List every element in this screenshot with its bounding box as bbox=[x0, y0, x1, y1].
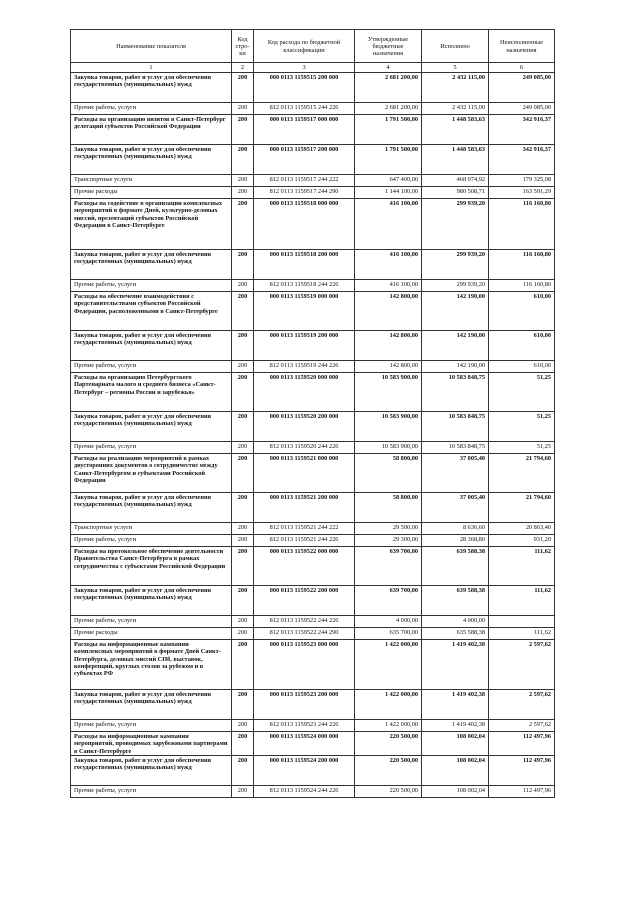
row-name: Расходы на организацию Петербургского Партенариата малого и среднего бизнеса «Санкт-Петербург – регионы России и зарубежья» bbox=[71, 373, 232, 412]
table-body bbox=[71, 73, 555, 798]
row-unexecuted: 112 497,96 bbox=[489, 755, 555, 785]
row-expense-code: 000 0113 1159520 000 000 bbox=[254, 373, 355, 412]
row-name: Прочие работы, услуги bbox=[71, 103, 232, 115]
row-unexecuted: 51,25 bbox=[489, 442, 555, 454]
row-executed: 28 368,80 bbox=[422, 535, 489, 547]
row-name: Прочие работы, услуги bbox=[71, 785, 232, 797]
row-approved: 2 681 200,00 bbox=[355, 73, 422, 103]
table-row bbox=[71, 373, 555, 412]
row-approved: 4 000,00 bbox=[355, 616, 422, 628]
row-line-code: 200 bbox=[232, 145, 254, 175]
row-line-code: 200 bbox=[232, 412, 254, 442]
row-line-code: 200 bbox=[232, 175, 254, 187]
row-unexecuted: 116 160,80 bbox=[489, 280, 555, 292]
row-expense-code: 000 0113 1159524 000 000 bbox=[254, 732, 355, 756]
row-unexecuted: 179 325,08 bbox=[489, 175, 555, 187]
row-name: Прочие работы, услуги bbox=[71, 280, 232, 292]
row-line-code: 200 bbox=[232, 331, 254, 361]
table-row bbox=[71, 586, 555, 616]
row-expense-code: 000 0113 1159518 200 000 bbox=[254, 250, 355, 280]
row-expense-code: 812 0113 1159515 244 226 bbox=[254, 103, 355, 115]
column-number: 2 bbox=[232, 63, 254, 73]
header-line-code: Код стро-ки bbox=[232, 30, 254, 63]
row-executed: 2 432 115,00 bbox=[422, 73, 489, 103]
row-approved: 220 500,00 bbox=[355, 785, 422, 797]
row-approved: 29 300,00 bbox=[355, 535, 422, 547]
column-number: 6 bbox=[489, 63, 555, 73]
row-executed: 142 190,00 bbox=[422, 361, 489, 373]
row-executed: 10 583 848,75 bbox=[422, 412, 489, 442]
row-unexecuted: 21 794,60 bbox=[489, 493, 555, 523]
row-executed: 108 002,04 bbox=[422, 732, 489, 756]
row-name: Прочие работы, услуги bbox=[71, 535, 232, 547]
column-number-row bbox=[71, 63, 555, 73]
row-expense-code: 812 0113 1159523 244 226 bbox=[254, 720, 355, 732]
row-unexecuted: 931,20 bbox=[489, 535, 555, 547]
row-name: Расходы на протокольное обеспечение деятельности Правительства Санкт-Петербурга в рамках сотрудничества с субъектами Российской Федерации bbox=[71, 547, 232, 586]
table-row bbox=[71, 628, 555, 640]
row-approved: 58 800,00 bbox=[355, 454, 422, 493]
table-row bbox=[71, 187, 555, 199]
row-approved: 635 700,00 bbox=[355, 628, 422, 640]
row-approved: 29 500,00 bbox=[355, 523, 422, 535]
row-name: Закупка товаров, работ и услуг для обеспечения государственных (муниципальных) нужд bbox=[71, 493, 232, 523]
row-approved: 58 800,00 bbox=[355, 493, 422, 523]
table-row bbox=[71, 145, 555, 175]
row-line-code: 200 bbox=[232, 785, 254, 797]
row-executed: 10 583 848,75 bbox=[422, 373, 489, 412]
row-unexecuted: 249 085,00 bbox=[489, 73, 555, 103]
row-name: Прочие работы, услуги bbox=[71, 616, 232, 628]
row-approved: 220 500,00 bbox=[355, 732, 422, 756]
budget-execution-table bbox=[70, 29, 555, 798]
table-row bbox=[71, 547, 555, 586]
row-line-code: 200 bbox=[232, 535, 254, 547]
table-row bbox=[71, 442, 555, 454]
row-executed: 639 588,38 bbox=[422, 547, 489, 586]
row-line-code: 200 bbox=[232, 250, 254, 280]
row-approved: 416 100,00 bbox=[355, 199, 422, 250]
table-row bbox=[71, 199, 555, 250]
row-expense-code: 812 0113 1159521 244 226 bbox=[254, 535, 355, 547]
row-executed: 299 939,20 bbox=[422, 199, 489, 250]
table-row bbox=[71, 412, 555, 442]
row-executed: 639 588,38 bbox=[422, 586, 489, 616]
report-page bbox=[70, 29, 554, 798]
table-row bbox=[71, 755, 555, 785]
row-unexecuted: 2 597,62 bbox=[489, 720, 555, 732]
row-line-code: 200 bbox=[232, 720, 254, 732]
row-unexecuted: 21 794,60 bbox=[489, 454, 555, 493]
row-expense-code: 000 0113 1159518 000 000 bbox=[254, 199, 355, 250]
row-approved: 1 422 000,00 bbox=[355, 640, 422, 690]
row-name: Расходы на реализацию мероприятий в рамках двусторонних документов о сотрудничестве между Санкт-Петербургом и субъектами Российской Федерации bbox=[71, 454, 232, 493]
row-approved: 142 800,00 bbox=[355, 331, 422, 361]
row-name: Прочие работы, услуги bbox=[71, 442, 232, 454]
row-executed: 1 419 402,38 bbox=[422, 720, 489, 732]
row-unexecuted: 116 160,80 bbox=[489, 199, 555, 250]
row-name: Прочие работы, услуги bbox=[71, 361, 232, 373]
row-line-code: 200 bbox=[232, 628, 254, 640]
row-executed: 142 190,00 bbox=[422, 331, 489, 361]
row-line-code: 200 bbox=[232, 732, 254, 756]
row-unexecuted: 111,62 bbox=[489, 586, 555, 616]
row-line-code: 200 bbox=[232, 280, 254, 292]
header-approved: Утвержденные бюджетные назначения bbox=[355, 30, 422, 63]
column-number: 3 bbox=[254, 63, 355, 73]
row-unexecuted: 51,25 bbox=[489, 373, 555, 412]
row-approved: 639 700,00 bbox=[355, 547, 422, 586]
table-row bbox=[71, 250, 555, 280]
row-approved: 416 100,00 bbox=[355, 250, 422, 280]
row-executed: 108 002,04 bbox=[422, 785, 489, 797]
row-executed: 1 419 402,38 bbox=[422, 640, 489, 690]
row-expense-code: 812 0113 1159521 244 222 bbox=[254, 523, 355, 535]
row-unexecuted: 342 916,37 bbox=[489, 115, 555, 145]
row-unexecuted: 342 916,37 bbox=[489, 145, 555, 175]
row-unexecuted: 2 597,62 bbox=[489, 640, 555, 690]
row-unexecuted: 2 597,62 bbox=[489, 690, 555, 720]
row-expense-code: 000 0113 1159524 200 000 bbox=[254, 755, 355, 785]
row-expense-code: 000 0113 1159519 200 000 bbox=[254, 331, 355, 361]
row-expense-code: 812 0113 1159519 244 226 bbox=[254, 361, 355, 373]
row-line-code: 200 bbox=[232, 690, 254, 720]
row-name: Закупка товаров, работ и услуг для обеспечения государственных (муниципальных) нужд bbox=[71, 145, 232, 175]
row-unexecuted: 111,62 bbox=[489, 547, 555, 586]
row-unexecuted: 610,00 bbox=[489, 292, 555, 331]
row-executed: 1 419 402,38 bbox=[422, 690, 489, 720]
row-line-code: 200 bbox=[232, 103, 254, 115]
table-row bbox=[71, 115, 555, 145]
row-expense-code: 000 0113 1159523 200 000 bbox=[254, 690, 355, 720]
row-approved: 142 800,00 bbox=[355, 361, 422, 373]
column-number: 5 bbox=[422, 63, 489, 73]
row-approved: 220 500,00 bbox=[355, 755, 422, 785]
row-name: Закупка товаров, работ и услуг для обеспечения государственных (муниципальных) нужд bbox=[71, 250, 232, 280]
row-name: Закупка товаров, работ и услуг для обеспечения государственных (муниципальных) нужд bbox=[71, 412, 232, 442]
row-executed: 37 005,40 bbox=[422, 493, 489, 523]
row-unexecuted: 112 497,96 bbox=[489, 785, 555, 797]
row-name: Прочие расходы bbox=[71, 628, 232, 640]
table-row bbox=[71, 103, 555, 115]
row-executed: 299 939,20 bbox=[422, 250, 489, 280]
row-line-code: 200 bbox=[232, 547, 254, 586]
row-unexecuted: 111,62 bbox=[489, 628, 555, 640]
row-line-code: 200 bbox=[232, 187, 254, 199]
table-row bbox=[71, 361, 555, 373]
row-unexecuted bbox=[489, 616, 555, 628]
row-line-code: 200 bbox=[232, 454, 254, 493]
row-unexecuted: 610,00 bbox=[489, 331, 555, 361]
row-executed: 108 002,04 bbox=[422, 755, 489, 785]
table-row bbox=[71, 175, 555, 187]
row-approved: 10 583 900,00 bbox=[355, 412, 422, 442]
row-line-code: 200 bbox=[232, 292, 254, 331]
row-line-code: 200 bbox=[232, 616, 254, 628]
row-line-code: 200 bbox=[232, 373, 254, 412]
table-row bbox=[71, 640, 555, 690]
row-line-code: 200 bbox=[232, 586, 254, 616]
row-expense-code: 000 0113 1159515 200 000 bbox=[254, 73, 355, 103]
table-row bbox=[71, 785, 555, 797]
table-row bbox=[71, 493, 555, 523]
row-name: Закупка товаров, работ и услуг для обеспечения государственных (муниципальных) нужд bbox=[71, 690, 232, 720]
row-name: Закупка товаров, работ и услуг для обеспечения государственных (муниципальных) нужд bbox=[71, 755, 232, 785]
row-expense-code: 000 0113 1159521 200 000 bbox=[254, 493, 355, 523]
row-expense-code: 000 0113 1159523 000 000 bbox=[254, 640, 355, 690]
row-unexecuted: 610,00 bbox=[489, 361, 555, 373]
row-line-code: 200 bbox=[232, 73, 254, 103]
row-line-code: 200 bbox=[232, 361, 254, 373]
row-executed: 2 432 115,00 bbox=[422, 103, 489, 115]
row-line-code: 200 bbox=[232, 115, 254, 145]
row-unexecuted: 112 497,96 bbox=[489, 732, 555, 756]
table-row bbox=[71, 523, 555, 535]
column-number: 4 bbox=[355, 63, 422, 73]
row-approved: 1 791 500,00 bbox=[355, 115, 422, 145]
table-row bbox=[71, 535, 555, 547]
row-approved: 416 100,00 bbox=[355, 280, 422, 292]
row-name: Транспортные услуги bbox=[71, 175, 232, 187]
table-row bbox=[71, 292, 555, 331]
row-approved: 1 791 500,00 bbox=[355, 145, 422, 175]
row-expense-code: 000 0113 1159519 000 000 bbox=[254, 292, 355, 331]
row-expense-code: 000 0113 1159517 200 000 bbox=[254, 145, 355, 175]
row-name: Расходы на информационные кампании комплексных мероприятий в формате Дней Санкт-Петербурга, деловых миссий СПб, выставок, конференций, круглых столов за рубежом и в субъектах РФ bbox=[71, 640, 232, 690]
row-approved: 10 583 900,00 bbox=[355, 373, 422, 412]
row-unexecuted: 20 863,40 bbox=[489, 523, 555, 535]
row-name: Закупка товаров, работ и услуг для обеспечения государственных (муниципальных) нужд bbox=[71, 73, 232, 103]
row-name: Транспортные услуги bbox=[71, 523, 232, 535]
row-unexecuted: 51,25 bbox=[489, 412, 555, 442]
table-row bbox=[71, 73, 555, 103]
row-executed: 37 005,40 bbox=[422, 454, 489, 493]
row-expense-code: 000 0113 1159520 200 000 bbox=[254, 412, 355, 442]
row-line-code: 200 bbox=[232, 640, 254, 690]
row-expense-code: 812 0113 1159522 244 290 bbox=[254, 628, 355, 640]
row-approved: 142 800,00 bbox=[355, 292, 422, 331]
row-executed: 1 448 583,63 bbox=[422, 115, 489, 145]
row-name: Закупка товаров, работ и услуг для обеспечения государственных (муниципальных) нужд bbox=[71, 586, 232, 616]
row-unexecuted: 116 160,80 bbox=[489, 250, 555, 280]
row-unexecuted: 163 591,29 bbox=[489, 187, 555, 199]
row-executed: 142 190,00 bbox=[422, 292, 489, 331]
row-approved: 1 422 000,00 bbox=[355, 720, 422, 732]
table-row bbox=[71, 616, 555, 628]
table-row bbox=[71, 331, 555, 361]
row-unexecuted: 249 085,00 bbox=[489, 103, 555, 115]
row-executed: 8 636,60 bbox=[422, 523, 489, 535]
row-expense-code: 812 0113 1159517 244 222 bbox=[254, 175, 355, 187]
row-expense-code: 812 0113 1159522 244 226 bbox=[254, 616, 355, 628]
row-expense-code: 812 0113 1159524 244 226 bbox=[254, 785, 355, 797]
row-executed: 299 939,20 bbox=[422, 280, 489, 292]
row-name: Расходы на информационные кампании мероприятий, проводимых зарубежными партнерами в Санкт-Петербурге bbox=[71, 732, 232, 756]
row-expense-code: 812 0113 1159518 244 226 bbox=[254, 280, 355, 292]
row-line-code: 200 bbox=[232, 755, 254, 785]
row-name: Расходы на обеспечение взаимодействия с представительствами субъектов Российской Федерации, расположенными в Санкт-Петербурге bbox=[71, 292, 232, 331]
table-row bbox=[71, 454, 555, 493]
row-approved: 647 400,00 bbox=[355, 175, 422, 187]
row-executed: 635 588,38 bbox=[422, 628, 489, 640]
header-executed: Исполнено bbox=[422, 30, 489, 63]
row-expense-code: 812 0113 1159517 244 290 bbox=[254, 187, 355, 199]
row-line-code: 200 bbox=[232, 199, 254, 250]
table-row bbox=[71, 280, 555, 292]
row-line-code: 200 bbox=[232, 523, 254, 535]
row-executed: 1 448 583,63 bbox=[422, 145, 489, 175]
row-approved: 639 700,00 bbox=[355, 586, 422, 616]
row-expense-code: 812 0113 1159520 244 226 bbox=[254, 442, 355, 454]
row-name: Прочие расходы bbox=[71, 187, 232, 199]
row-name: Закупка товаров, работ и услуг для обеспечения государственных (муниципальных) нужд bbox=[71, 331, 232, 361]
column-number: 1 bbox=[71, 63, 232, 73]
row-approved: 10 583 900,00 bbox=[355, 442, 422, 454]
row-expense-code: 000 0113 1159522 000 000 bbox=[254, 547, 355, 586]
row-expense-code: 000 0113 1159517 000 000 bbox=[254, 115, 355, 145]
row-executed: 980 508,71 bbox=[422, 187, 489, 199]
row-name: Расходы на организацию визитов в Санкт-Петербург делегаций субъектов Российской Федерации bbox=[71, 115, 232, 145]
table-row bbox=[71, 720, 555, 732]
row-executed: 10 583 848,75 bbox=[422, 442, 489, 454]
row-approved: 1 144 100,00 bbox=[355, 187, 422, 199]
row-expense-code: 000 0113 1159521 000 000 bbox=[254, 454, 355, 493]
table-row bbox=[71, 732, 555, 756]
row-line-code: 200 bbox=[232, 493, 254, 523]
row-approved: 1 422 000,00 bbox=[355, 690, 422, 720]
row-name: Прочие работы, услуги bbox=[71, 720, 232, 732]
row-name: Расходы на содействие в организации комплексных мероприятий в формате Дней, культурно-деловых миссий, презентаций субъектов Российской Федерации в Санкт-Петербурге bbox=[71, 199, 232, 250]
header-name: Наименование показателя bbox=[71, 30, 232, 63]
row-executed: 4 000,00 bbox=[422, 616, 489, 628]
row-line-code: 200 bbox=[232, 442, 254, 454]
header-expense-code: Код расхода по бюджетной классификации bbox=[254, 30, 355, 63]
header-unexecuted: Неисполненные назначения bbox=[489, 30, 555, 63]
row-approved: 2 681 200,00 bbox=[355, 103, 422, 115]
row-executed: 468 074,92 bbox=[422, 175, 489, 187]
table-header-row bbox=[71, 30, 555, 63]
row-expense-code: 000 0113 1159522 200 000 bbox=[254, 586, 355, 616]
table-row bbox=[71, 690, 555, 720]
